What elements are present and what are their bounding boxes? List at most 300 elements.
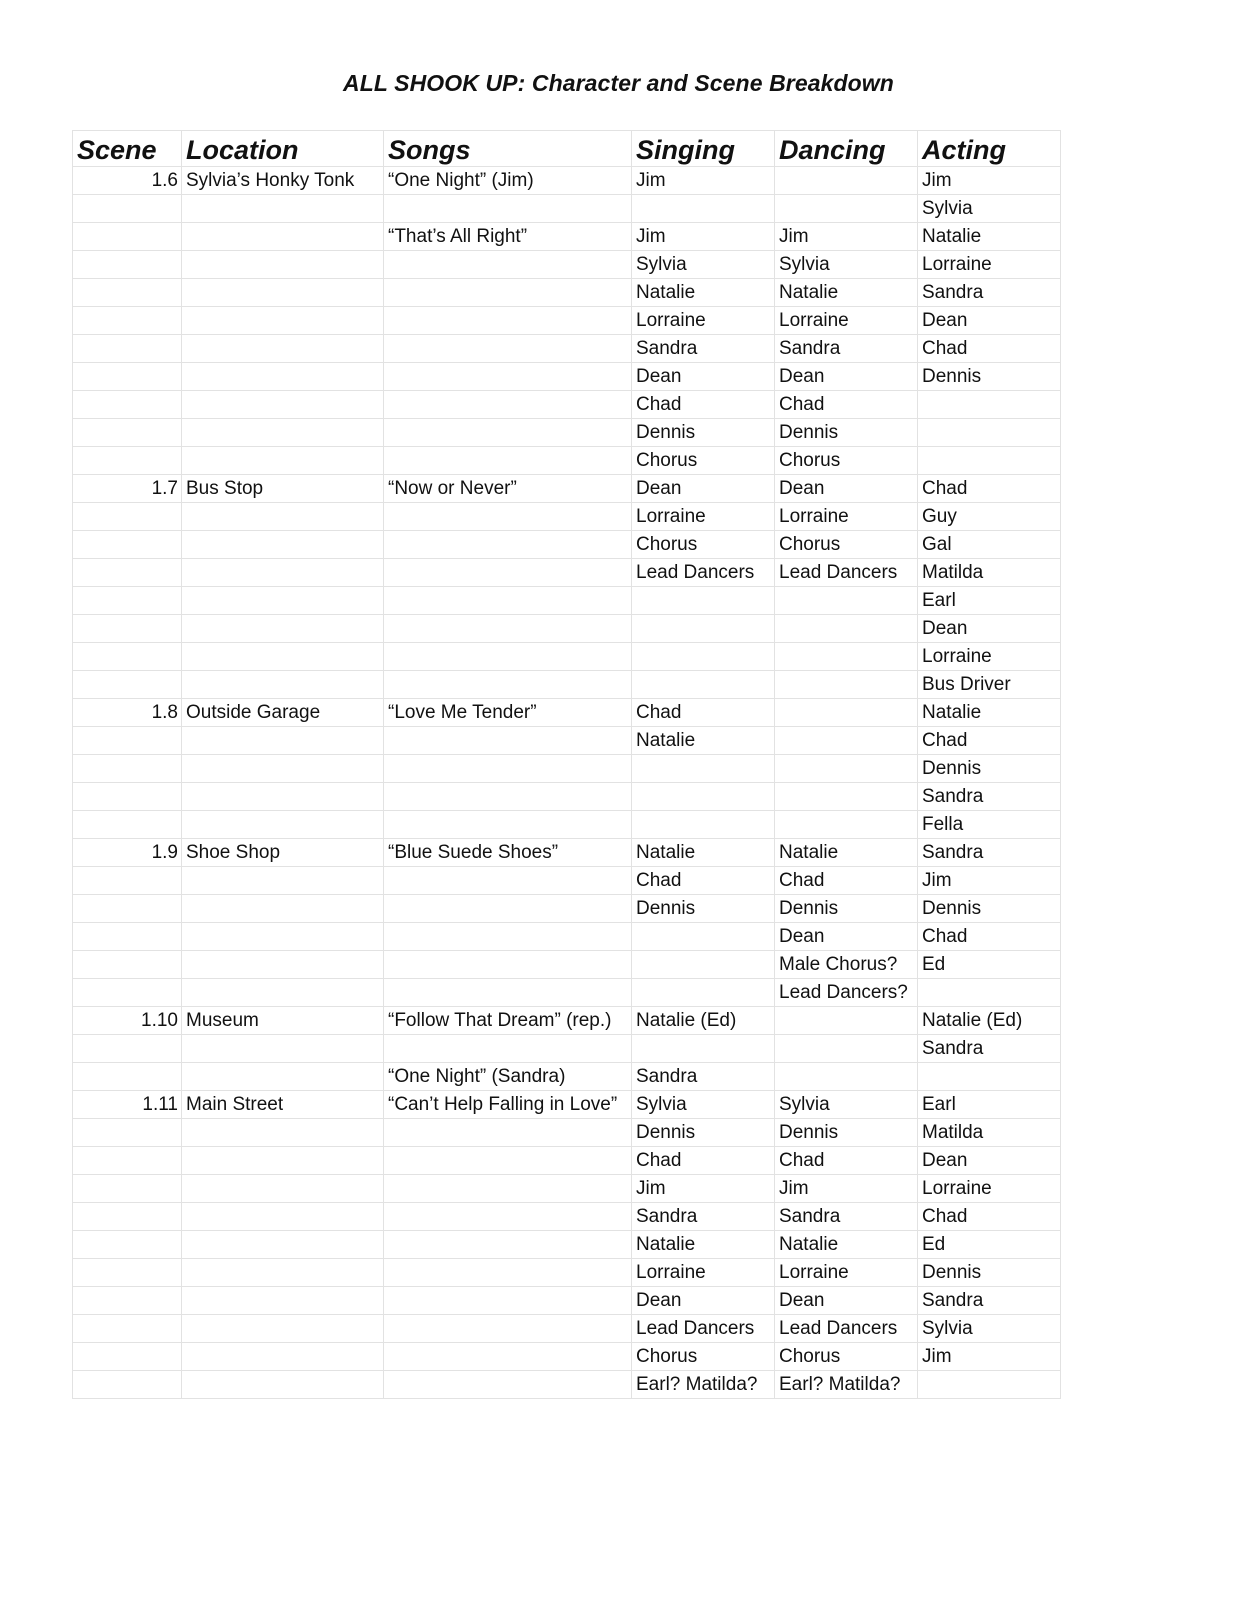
cell-acting: Natalie (918, 223, 1061, 251)
cell-location (182, 615, 384, 643)
cell-singing (632, 587, 775, 615)
cell-location (182, 559, 384, 587)
cell-location (182, 1259, 384, 1287)
cell-singing: Jim (632, 223, 775, 251)
cell-song (384, 979, 632, 1007)
table-row (73, 1315, 1061, 1343)
cell-singing: Natalie (Ed) (632, 1007, 775, 1035)
cell-scene (73, 391, 182, 419)
cell-scene (73, 195, 182, 223)
table-row (73, 1231, 1061, 1259)
cell-scene (73, 1259, 182, 1287)
cell-acting: Dean (918, 307, 1061, 335)
table-row (73, 671, 1061, 699)
cell-song: “That’s All Right” (384, 223, 632, 251)
cell-acting: Jim (918, 867, 1061, 895)
cell-song (384, 419, 632, 447)
cell-song (384, 363, 632, 391)
cell-location (182, 279, 384, 307)
cell-scene (73, 783, 182, 811)
cell-dancing: Chad (775, 1147, 918, 1175)
cell-singing (632, 1035, 775, 1063)
cell-song (384, 559, 632, 587)
cell-scene (73, 223, 182, 251)
cell-singing: Chorus (632, 447, 775, 475)
cell-song (384, 811, 632, 839)
cell-scene (73, 615, 182, 643)
cell-scene: 1.11 (73, 1091, 182, 1119)
cell-location (182, 923, 384, 951)
cell-scene (73, 1119, 182, 1147)
cell-location (182, 1035, 384, 1063)
cell-song (384, 643, 632, 671)
cell-acting: Dennis (918, 895, 1061, 923)
table-row (73, 503, 1061, 531)
table-row (73, 811, 1061, 839)
cell-dancing (775, 671, 918, 699)
cell-scene (73, 363, 182, 391)
table-row (73, 447, 1061, 475)
cell-scene (73, 1371, 182, 1399)
cell-location: Main Street (182, 1091, 384, 1119)
cell-acting: Fella (918, 811, 1061, 839)
cell-song (384, 335, 632, 363)
cell-song (384, 447, 632, 475)
cell-acting: Gal (918, 531, 1061, 559)
header-singing: Singing (632, 131, 775, 167)
cell-acting: Dean (918, 615, 1061, 643)
table-row (73, 1287, 1061, 1315)
cell-singing (632, 979, 775, 1007)
table-row (73, 643, 1061, 671)
cell-dancing (775, 699, 918, 727)
cell-dancing: Chad (775, 391, 918, 419)
cell-song (384, 783, 632, 811)
cell-singing (632, 615, 775, 643)
table-row (73, 1035, 1061, 1063)
cell-song (384, 755, 632, 783)
cell-dancing: Earl? Matilda? (775, 1371, 918, 1399)
cell-acting: Lorraine (918, 1175, 1061, 1203)
cell-dancing: Dean (775, 475, 918, 503)
cell-acting (918, 391, 1061, 419)
cell-scene (73, 1063, 182, 1091)
cell-singing: Natalie (632, 279, 775, 307)
cell-location (182, 363, 384, 391)
cell-scene (73, 587, 182, 615)
cell-dancing: Jim (775, 1175, 918, 1203)
cell-dancing: Lorraine (775, 307, 918, 335)
cell-location (182, 811, 384, 839)
cell-dancing (775, 1035, 918, 1063)
cell-song (384, 503, 632, 531)
cell-song (384, 671, 632, 699)
cell-acting: Chad (918, 923, 1061, 951)
header-songs: Songs (384, 131, 632, 167)
cell-singing: Sandra (632, 1063, 775, 1091)
cell-location (182, 251, 384, 279)
cell-song (384, 615, 632, 643)
cell-singing: Natalie (632, 839, 775, 867)
cell-location (182, 447, 384, 475)
cell-acting: Dean (918, 1147, 1061, 1175)
cell-dancing: Sylvia (775, 251, 918, 279)
cell-singing: Dennis (632, 419, 775, 447)
cell-dancing: Chorus (775, 447, 918, 475)
table-row (73, 335, 1061, 363)
cell-song (384, 587, 632, 615)
cell-dancing (775, 783, 918, 811)
cell-acting: Sylvia (918, 195, 1061, 223)
cell-scene (73, 979, 182, 1007)
cell-dancing: Natalie (775, 279, 918, 307)
cell-acting: Chad (918, 335, 1061, 363)
cell-song: “Follow That Dream” (rep.) (384, 1007, 632, 1035)
cell-singing: Dean (632, 363, 775, 391)
cell-dancing: Sandra (775, 1203, 918, 1231)
cell-dancing: Lorraine (775, 503, 918, 531)
cell-location (182, 1371, 384, 1399)
cell-song: “One Night” (Jim) (384, 167, 632, 195)
cell-location (182, 1203, 384, 1231)
cell-acting: Sandra (918, 279, 1061, 307)
cell-acting: Natalie (918, 699, 1061, 727)
cell-acting: Ed (918, 1231, 1061, 1259)
cell-acting: Ed (918, 951, 1061, 979)
cell-location (182, 391, 384, 419)
cell-location (182, 951, 384, 979)
cell-scene (73, 1287, 182, 1315)
cell-scene (73, 727, 182, 755)
cell-singing (632, 755, 775, 783)
cell-dancing: Lead Dancers (775, 559, 918, 587)
cell-dancing (775, 167, 918, 195)
table-row (73, 1343, 1061, 1371)
cell-singing: Natalie (632, 727, 775, 755)
cell-singing (632, 643, 775, 671)
cell-song (384, 1259, 632, 1287)
cell-singing: Chad (632, 699, 775, 727)
table-row (73, 1371, 1061, 1399)
cell-location: Museum (182, 1007, 384, 1035)
cell-scene (73, 279, 182, 307)
cell-dancing (775, 1007, 918, 1035)
table-row (73, 475, 1061, 503)
cell-scene (73, 755, 182, 783)
table-row (73, 923, 1061, 951)
cell-singing: Natalie (632, 1231, 775, 1259)
table-row (73, 167, 1061, 195)
cell-singing (632, 951, 775, 979)
cell-location (182, 671, 384, 699)
cell-song: “Love Me Tender” (384, 699, 632, 727)
cell-dancing (775, 195, 918, 223)
cell-song (384, 251, 632, 279)
cell-dancing (775, 587, 918, 615)
cell-acting: Matilda (918, 1119, 1061, 1147)
cell-scene (73, 447, 182, 475)
cell-acting: Jim (918, 1343, 1061, 1371)
cell-dancing (775, 727, 918, 755)
cell-location (182, 1175, 384, 1203)
cell-singing: Sylvia (632, 1091, 775, 1119)
cell-scene (73, 895, 182, 923)
header-location: Location (182, 131, 384, 167)
cell-location (182, 1343, 384, 1371)
cell-singing: Dennis (632, 895, 775, 923)
cell-location (182, 223, 384, 251)
cell-scene (73, 1203, 182, 1231)
cell-dancing: Dennis (775, 419, 918, 447)
cell-dancing: Dennis (775, 1119, 918, 1147)
cell-singing (632, 923, 775, 951)
cell-location (182, 1231, 384, 1259)
cell-scene (73, 1175, 182, 1203)
table-row (73, 839, 1061, 867)
page-title: ALL SHOOK UP: Character and Scene Breakdown (343, 70, 894, 96)
table-row (73, 1203, 1061, 1231)
cell-acting (918, 979, 1061, 1007)
cell-location (182, 335, 384, 363)
cell-acting: Sandra (918, 1287, 1061, 1315)
cell-dancing: Jim (775, 223, 918, 251)
cell-scene (73, 671, 182, 699)
cell-acting (918, 1371, 1061, 1399)
table-row (73, 559, 1061, 587)
cell-scene (73, 307, 182, 335)
cell-song (384, 1035, 632, 1063)
cell-singing: Chad (632, 391, 775, 419)
cell-singing: Jim (632, 167, 775, 195)
cell-scene: 1.9 (73, 839, 182, 867)
cell-scene (73, 1231, 182, 1259)
cell-song (384, 1287, 632, 1315)
cell-location (182, 643, 384, 671)
table-row (73, 979, 1061, 1007)
cell-song (384, 1315, 632, 1343)
table-row (73, 1175, 1061, 1203)
cell-song (384, 391, 632, 419)
cell-singing: Sandra (632, 335, 775, 363)
table-row (73, 1147, 1061, 1175)
table-row (73, 1259, 1061, 1287)
cell-scene (73, 335, 182, 363)
cell-dancing: Chad (775, 867, 918, 895)
cell-singing: Lorraine (632, 307, 775, 335)
cell-acting: Chad (918, 1203, 1061, 1231)
cell-dancing: Sandra (775, 335, 918, 363)
cell-acting (918, 1063, 1061, 1091)
cell-location (182, 867, 384, 895)
cell-dancing: Lead Dancers? (775, 979, 918, 1007)
table-row (73, 587, 1061, 615)
cell-singing: Lead Dancers (632, 559, 775, 587)
cell-location (182, 1063, 384, 1091)
cell-scene (73, 559, 182, 587)
table-row (73, 419, 1061, 447)
cell-song: “Now or Never” (384, 475, 632, 503)
cell-dancing: Dean (775, 923, 918, 951)
cell-location (182, 727, 384, 755)
table-row (73, 251, 1061, 279)
cell-dancing: Natalie (775, 839, 918, 867)
cell-location: Sylvia’s Honky Tonk (182, 167, 384, 195)
cell-singing: Sandra (632, 1203, 775, 1231)
cell-location (182, 979, 384, 1007)
header-row (73, 131, 1061, 167)
cell-singing: Dean (632, 1287, 775, 1315)
table-row (73, 1091, 1061, 1119)
cell-singing: Sylvia (632, 251, 775, 279)
cell-song (384, 1203, 632, 1231)
cell-scene (73, 1315, 182, 1343)
table-row (73, 1063, 1061, 1091)
header-acting: Acting (918, 131, 1061, 167)
cell-location (182, 1287, 384, 1315)
cell-singing: Earl? Matilda? (632, 1371, 775, 1399)
cell-song (384, 1119, 632, 1147)
cell-song (384, 951, 632, 979)
cell-scene (73, 811, 182, 839)
cell-dancing: Dean (775, 363, 918, 391)
cell-location (182, 1119, 384, 1147)
cell-location (182, 895, 384, 923)
cell-song (384, 531, 632, 559)
table-row (73, 755, 1061, 783)
cell-acting: Earl (918, 1091, 1061, 1119)
table-row (73, 1119, 1061, 1147)
cell-song (384, 867, 632, 895)
cell-scene: 1.8 (73, 699, 182, 727)
table-row (73, 363, 1061, 391)
cell-scene: 1.7 (73, 475, 182, 503)
cell-dancing: Sylvia (775, 1091, 918, 1119)
cell-location: Shoe Shop (182, 839, 384, 867)
cell-acting: Sandra (918, 783, 1061, 811)
cell-location: Outside Garage (182, 699, 384, 727)
cell-location (182, 1315, 384, 1343)
cell-dancing: Lorraine (775, 1259, 918, 1287)
cell-acting: Sylvia (918, 1315, 1061, 1343)
cell-location (182, 783, 384, 811)
cell-singing: Chorus (632, 1343, 775, 1371)
table-row (73, 391, 1061, 419)
cell-acting: Jim (918, 167, 1061, 195)
cell-scene (73, 531, 182, 559)
cell-singing: Lorraine (632, 1259, 775, 1287)
cell-acting: Lorraine (918, 251, 1061, 279)
cell-song (384, 1343, 632, 1371)
table-row (73, 307, 1061, 335)
cell-dancing: Chorus (775, 531, 918, 559)
cell-singing: Chad (632, 867, 775, 895)
cell-scene (73, 1147, 182, 1175)
cell-location (182, 755, 384, 783)
cell-singing: Jim (632, 1175, 775, 1203)
table-row (73, 895, 1061, 923)
cell-acting: Dennis (918, 755, 1061, 783)
cell-dancing: Natalie (775, 1231, 918, 1259)
cell-acting: Matilda (918, 559, 1061, 587)
cell-acting: Bus Driver (918, 671, 1061, 699)
header-scene: Scene (73, 131, 182, 167)
cell-song (384, 1175, 632, 1203)
cell-dancing: Dennis (775, 895, 918, 923)
cell-song: “Blue Suede Shoes” (384, 839, 632, 867)
cell-acting: Dennis (918, 363, 1061, 391)
cell-scene (73, 923, 182, 951)
cell-acting: Earl (918, 587, 1061, 615)
cell-scene (73, 419, 182, 447)
cell-dancing (775, 811, 918, 839)
cell-singing (632, 783, 775, 811)
cell-acting: Natalie (Ed) (918, 1007, 1061, 1035)
cell-song (384, 1147, 632, 1175)
cell-scene (73, 867, 182, 895)
cell-dancing (775, 1063, 918, 1091)
cell-singing: Chorus (632, 531, 775, 559)
cell-location: Bus Stop (182, 475, 384, 503)
table-row (73, 1007, 1061, 1035)
cell-location (182, 503, 384, 531)
cell-acting: Dennis (918, 1259, 1061, 1287)
cell-song (384, 923, 632, 951)
table-row (73, 195, 1061, 223)
table-row (73, 223, 1061, 251)
cell-location (182, 1147, 384, 1175)
cell-scene (73, 503, 182, 531)
cell-dancing: Male Chorus? (775, 951, 918, 979)
cell-dancing (775, 755, 918, 783)
header-dancing: Dancing (775, 131, 918, 167)
cell-scene (73, 1035, 182, 1063)
table-row (73, 699, 1061, 727)
cell-song (384, 279, 632, 307)
cell-location (182, 531, 384, 559)
cell-acting: Chad (918, 727, 1061, 755)
cell-acting: Chad (918, 475, 1061, 503)
cell-singing: Lorraine (632, 503, 775, 531)
table-body (73, 167, 1061, 1399)
cell-dancing: Lead Dancers (775, 1315, 918, 1343)
cell-acting: Lorraine (918, 643, 1061, 671)
cell-song: “One Night” (Sandra) (384, 1063, 632, 1091)
table-row (73, 867, 1061, 895)
cell-scene: 1.6 (73, 167, 182, 195)
cell-singing: Lead Dancers (632, 1315, 775, 1343)
cell-song (384, 1231, 632, 1259)
cell-location (182, 307, 384, 335)
table-row (73, 727, 1061, 755)
cell-singing (632, 671, 775, 699)
table-row (73, 951, 1061, 979)
cell-dancing: Dean (775, 1287, 918, 1315)
cell-singing: Dean (632, 475, 775, 503)
cell-dancing: Chorus (775, 1343, 918, 1371)
cell-acting (918, 447, 1061, 475)
cell-acting: Guy (918, 503, 1061, 531)
cell-song (384, 727, 632, 755)
cell-singing (632, 195, 775, 223)
cell-song: “Can’t Help Falling in Love” (384, 1091, 632, 1119)
cell-scene (73, 251, 182, 279)
cell-singing (632, 811, 775, 839)
cell-scene (73, 1343, 182, 1371)
cell-song (384, 195, 632, 223)
cell-acting: Sandra (918, 839, 1061, 867)
table-row (73, 279, 1061, 307)
table-row (73, 783, 1061, 811)
